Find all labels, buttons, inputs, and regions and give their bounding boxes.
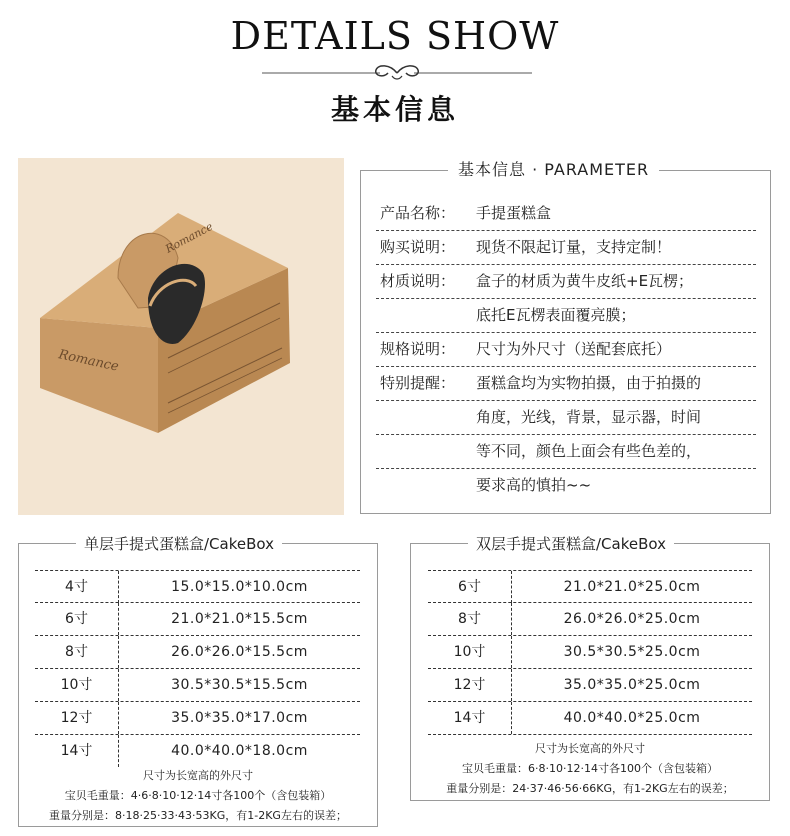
note-text: 宝贝毛重量：4·6·8·10·12·14寸各100个（含包装箱） xyxy=(64,789,332,802)
table-row xyxy=(35,702,360,735)
param-key: 购买说明： xyxy=(380,238,456,256)
svg-text:Romance: Romance xyxy=(163,219,216,256)
param-value: 等不同，颜色上面会有些色差的， xyxy=(476,442,702,460)
size-cell: 6寸 xyxy=(35,603,119,635)
note-text: 尺寸为长宽高的外尺寸 xyxy=(143,769,253,782)
note-text: 宝贝毛重量：6·8·10·12·14寸各100个（含包装箱） xyxy=(462,762,718,775)
dimension-cell: 26.0*26.0*15.5cm xyxy=(171,644,308,660)
dimension-cell: 35.0*35.0*17.0cm xyxy=(171,710,308,726)
size-cell: 10寸 xyxy=(428,636,512,668)
dimension-cell: 30.5*30.5*25.0cm xyxy=(563,644,701,660)
table-row xyxy=(428,636,752,669)
size-cell: 6寸 xyxy=(428,571,512,603)
note-text: 尺寸为长宽高的外尺寸 xyxy=(535,742,645,755)
table-row xyxy=(428,702,752,735)
page-title: DETAILS SHOW xyxy=(230,14,560,58)
size-cell: 12寸 xyxy=(428,669,512,701)
double-layer-title: 双层手提式蛋糕盒/CakeBox xyxy=(468,533,674,554)
dimension-cell: 40.0*40.0*18.0cm xyxy=(171,743,308,759)
size-cell: 14寸 xyxy=(428,702,512,734)
table-row xyxy=(428,570,752,603)
note-text: 重量分别是：8·18·25·33·43·53KG，有1-2KG左右的误差； xyxy=(49,809,347,822)
cake-box-image xyxy=(18,158,344,515)
ornament-divider-icon xyxy=(262,60,532,82)
size-cell: 12寸 xyxy=(35,702,119,734)
dimension-cell: 40.0*40.0*25.0cm xyxy=(563,710,701,726)
param-row xyxy=(376,197,756,231)
param-value: 蛋糕盒均为实物拍摄，由于拍摄的 xyxy=(476,374,702,392)
dimension-cell: 21.0*21.0*15.5cm xyxy=(171,611,308,627)
param-value: 要求高的慎拍~~ xyxy=(476,476,592,494)
table-row xyxy=(428,603,752,636)
param-row xyxy=(376,435,756,469)
param-row xyxy=(376,333,756,367)
param-row xyxy=(376,299,756,333)
dimension-cell: 21.0*21.0*25.0cm xyxy=(563,579,701,595)
dimension-cell: 35.0*35.0*25.0cm xyxy=(563,677,701,693)
table-row xyxy=(35,570,360,603)
param-value: 手提蛋糕盒 xyxy=(476,204,552,222)
param-key: 材质说明： xyxy=(380,272,456,290)
section-subtitle: 基本信息 xyxy=(330,93,459,126)
dimension-cell: 26.0*26.0*25.0cm xyxy=(563,611,701,627)
note-text: 重量分别是：24·37·46·56·66KG，有1-2KG左右的误差； xyxy=(446,782,734,795)
size-cell: 4寸 xyxy=(35,571,119,603)
param-row xyxy=(376,265,756,299)
param-row xyxy=(376,401,756,435)
param-row xyxy=(376,367,756,401)
size-cell: 8寸 xyxy=(428,603,512,635)
table-row xyxy=(35,735,360,768)
param-row xyxy=(376,231,756,265)
param-key: 规格说明： xyxy=(380,340,456,358)
param-value: 尺寸为外尺寸（送配套底托） xyxy=(476,340,672,358)
dimension-cell: 15.0*15.0*10.0cm xyxy=(171,579,308,595)
param-key: 特别提醒： xyxy=(380,374,456,392)
param-value: 角度，光线，背景，显示器，时间 xyxy=(476,408,702,426)
box-script-text: Romance xyxy=(57,347,120,375)
table-row xyxy=(35,669,360,702)
param-value: 底托E瓦楞表面覆亮膜； xyxy=(476,306,636,324)
parameter-title: 基本信息 · PARAMETER xyxy=(448,157,659,180)
table-row xyxy=(35,636,360,669)
size-cell: 10寸 xyxy=(35,669,119,701)
single-layer-title: 单层手提式蛋糕盒/CakeBox xyxy=(76,533,282,554)
param-key: 产品名称： xyxy=(380,204,456,222)
param-value: 盒子的材质为黄牛皮纸+E瓦楞； xyxy=(476,272,694,290)
table-row xyxy=(428,669,752,702)
size-cell: 8寸 xyxy=(35,636,119,668)
size-cell: 14寸 xyxy=(35,735,119,767)
param-row xyxy=(376,469,756,503)
product-photo xyxy=(18,158,344,515)
dimension-cell: 30.5*30.5*15.5cm xyxy=(171,677,308,693)
table-row xyxy=(35,603,360,636)
param-value: 现货不限起订量，支持定制！ xyxy=(476,238,672,256)
